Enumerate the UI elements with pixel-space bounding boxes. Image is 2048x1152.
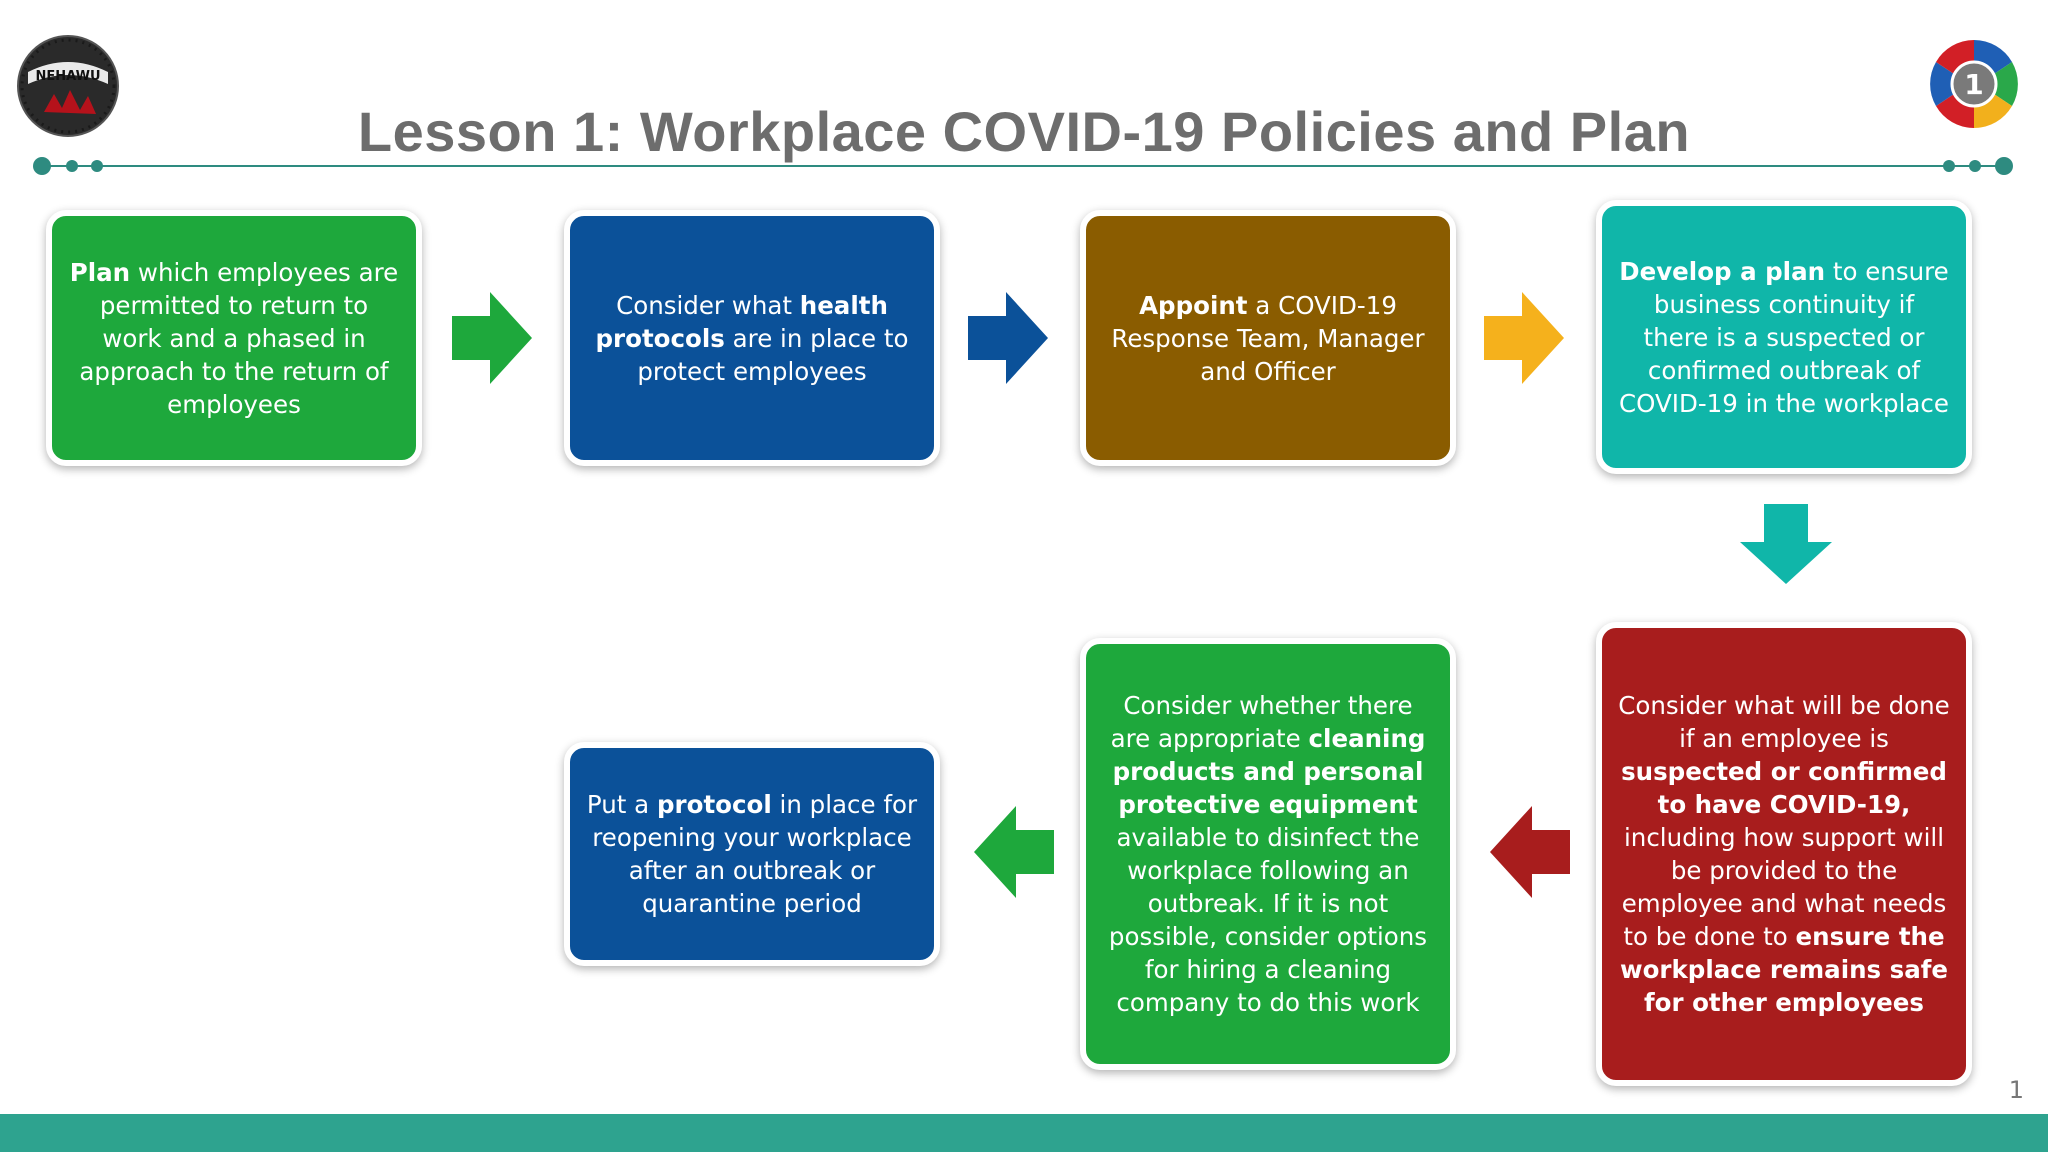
step-box-1 (46, 210, 422, 466)
arrow-left-icon-1 (1488, 804, 1572, 900)
arrow-down-icon (1738, 502, 1834, 586)
step-box-6 (1080, 638, 1456, 1070)
lesson-number: 1 (1964, 68, 1984, 101)
page-number: 1 (2008, 1076, 2024, 1104)
step-text-4: Develop a plan to ensure business continuity if there is a suspected or confirmed outbreak of COVID-19 in the workplace (1619, 256, 1949, 418)
step-box-5 (1596, 622, 1972, 1086)
step-box-2 (564, 210, 940, 466)
step-text-7: Put a protocol in place for reopening your workplace after an outbreak or quarantine period (586, 790, 918, 918)
arrow-right-icon-3 (1482, 290, 1566, 386)
step-text-1: Plan which employees are permitted to return to work and a phased in approach to the return of employees (69, 257, 399, 419)
step-box-4 (1596, 200, 1972, 474)
arrow-left-icon-2 (972, 804, 1056, 900)
logo-text: NEHAWU (35, 69, 101, 84)
step-text-2: Consider what health protocols are in place to protect employees (595, 290, 909, 386)
arrow-right-icon-1 (450, 290, 534, 386)
page-title: Lesson 1: Workplace COVID-19 Policies and Plan (357, 100, 1691, 163)
arrow-right-icon-2 (966, 290, 1050, 386)
step-box-7 (564, 742, 940, 966)
title-divider (0, 150, 2048, 180)
step-box-3 (1080, 210, 1456, 466)
footer-bar (0, 1114, 2048, 1152)
step-text-3: Appoint a COVID-19 Response Team, Manager and Officer (1111, 290, 1425, 386)
step-text-5: Consider what will be done if an employee is suspected or confirmed to have COVID-19, including how support will be provided to the employee and what needs to be done to ensure the workplace remains safe for other employees (1618, 691, 1950, 1017)
step-text-6: Consider whether there are appropriate cleaning products and personal protective equipment available to disinfect the workplace following an outbreak. If it is not possible, consider options for hiring a cleaning company to do this work (1108, 691, 1428, 1017)
